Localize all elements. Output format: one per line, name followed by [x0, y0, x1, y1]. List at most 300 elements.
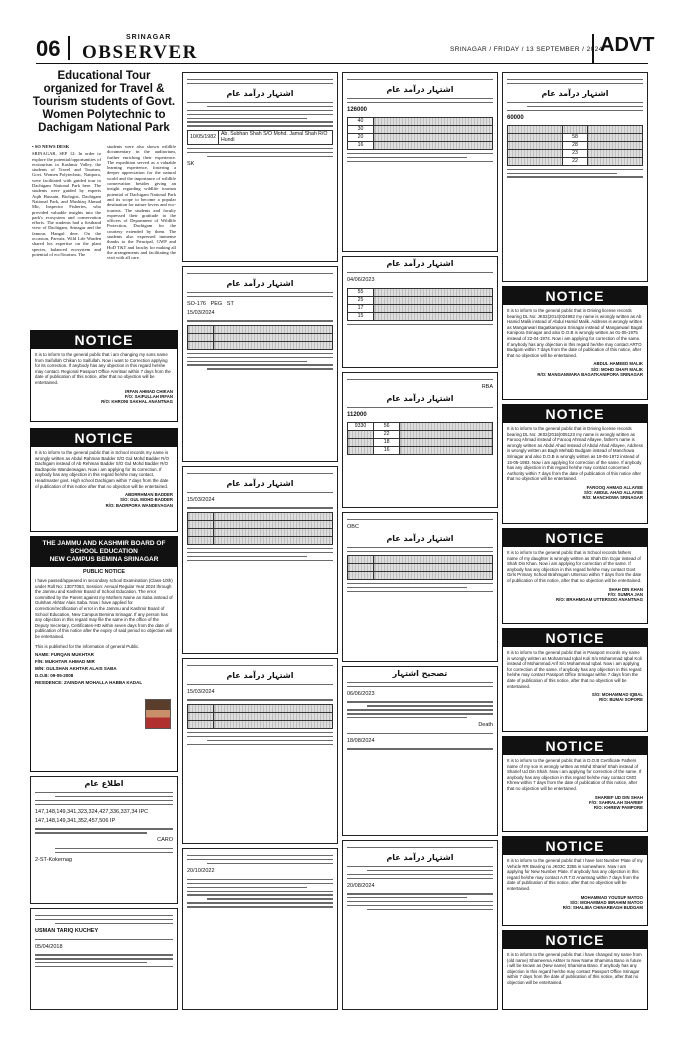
signature-line: SHAH DIN KHAN — [608, 586, 643, 592]
urdu-heading: اطلاع عام — [84, 779, 124, 788]
table-cell — [508, 149, 563, 157]
text-line — [347, 733, 493, 734]
notice-right-7 — [502, 930, 648, 1010]
table-cell — [214, 528, 333, 536]
signature-line: F/O: SAIFULLAH IRFAN — [124, 393, 173, 399]
table-cell — [188, 325, 214, 333]
table-cell: 18 — [374, 438, 400, 446]
text-line — [35, 832, 147, 833]
table-cell — [214, 704, 333, 712]
notice-left-2 — [30, 428, 178, 532]
text-line — [187, 665, 333, 666]
table-cell — [508, 125, 563, 133]
table-cell: 15 — [348, 312, 374, 320]
table-cell — [374, 288, 493, 296]
signature-line: S/O: GUL MOHD BADDER — [120, 497, 173, 503]
signature-line: S/O: MOHAMMAD IBRAHIM MATOO — [570, 899, 643, 905]
notice-body: It is to inform to the general public that in Passport records my name is wrongly written as Mohammad Iqbal Koli S/o Mohammad Iqbal Koli instead of Mohammad Arif S/o Mohammad Iqbal. Now i am applying for correction of the same. If anybody has any objection in this regard he/she may contact Passport Office Srinagar within 7 days from the date of publication of this notice, after that no objection will be entertained. — [507, 650, 642, 689]
text-line — [347, 324, 493, 325]
field-residence: RESIDENCE: ZAINDAR MOHALLA HABBA KADAL — [35, 680, 143, 686]
urdu-notice-col3-4 — [342, 512, 498, 662]
story-headline: Educational Tour organized for Travel & Tourism students of Govt. Women Polytechnic to Dachigam National Park — [32, 70, 176, 134]
text-line — [187, 894, 333, 895]
text-line — [347, 901, 493, 902]
table-cell — [374, 141, 493, 149]
notice-signature — [503, 692, 647, 705]
urdu-notice-left-2 — [30, 908, 178, 1010]
masthead-divider — [68, 36, 70, 60]
text-line — [347, 583, 493, 584]
notice-title: NOTICE — [503, 287, 647, 305]
field-dob: D.O.B: 09-05-2008 — [35, 673, 74, 679]
khasra-line-2: 147,148,149,341,352,457,506 IP — [35, 817, 116, 824]
table-cell — [188, 333, 214, 341]
text-line — [507, 102, 643, 103]
table-cell — [214, 333, 333, 341]
table-cell — [214, 720, 333, 728]
text-line — [35, 958, 173, 959]
text-line — [187, 902, 333, 903]
text-line — [347, 587, 467, 588]
urdu-heading: اشتہار درآمد عام — [386, 84, 454, 94]
urdu-heading: اشتہار درآمد عام — [386, 852, 454, 862]
text-line — [347, 379, 493, 380]
signature-line: R/O: BADRPORA WANDEVAGAN — [105, 502, 173, 508]
text-line — [347, 893, 493, 894]
notice-body: It is to inform to the general public that in D.O.B Certificate Fathers name of my son is wrongly written as Mohd Sharief Shah instead of Sharief Ud Din Shah. Now i am applying for correction of the same. If anybody has any objection in this regard he/she may contact CMO Khrew within 7 days from the date of publication of this notice, after that no objection will be entertained. — [507, 758, 642, 791]
text-line — [207, 368, 333, 369]
text-line — [207, 156, 333, 157]
text-line — [187, 879, 333, 880]
table-cell — [188, 712, 214, 720]
urdu-notice-col2-4 — [182, 658, 338, 844]
urdu-notice-col3-5 — [342, 666, 498, 836]
notice-title: NOTICE — [503, 405, 647, 423]
board-title — [31, 537, 177, 567]
date-label: 18/08/2024 — [347, 737, 375, 744]
table-cell — [587, 125, 642, 133]
urdu-notice-col2-5 — [182, 848, 338, 1010]
text-line — [187, 83, 333, 84]
table-cell: 23 — [563, 149, 587, 157]
table-cell — [348, 555, 374, 563]
notice-title: NOTICE — [31, 331, 177, 349]
table-cell: 17 — [348, 304, 374, 312]
text-line — [507, 169, 643, 170]
notice-signature — [503, 485, 647, 504]
notice-body: It is to inform to the general public that i am changing my sons name from Saifullah Chikan to Saifullah. Now i want to Correction applying for its correction. If anybody has any objection in this regard he/she may contact. Regional Passport Office Amritsar within 7 days from the date of publication of this notice, after that no objection will be entertained. — [35, 352, 171, 385]
notice-title: NOTICE — [31, 429, 177, 447]
text-line — [507, 83, 643, 84]
text-line — [347, 102, 493, 103]
text-line — [347, 878, 493, 879]
table-cell — [214, 341, 333, 349]
text-line — [35, 939, 173, 940]
text-line — [207, 106, 333, 107]
urdu-heading: اشتہار درآمد عام — [386, 533, 454, 543]
page-number: 06 — [36, 36, 61, 61]
text-line — [187, 121, 333, 122]
text-line — [347, 874, 493, 875]
amount-label: 126000 — [347, 106, 368, 113]
table-cell: 40 — [348, 117, 374, 125]
table-cell — [374, 296, 493, 304]
notice-right-2 — [502, 404, 648, 524]
table-cell — [188, 704, 214, 712]
amount-label: 112000 — [347, 411, 367, 418]
text-line — [35, 804, 173, 805]
sk-label: SK — [187, 161, 195, 167]
text-line — [347, 79, 493, 80]
board-campus: NEW CAMPUS BEMINA SRINAGAR — [49, 556, 159, 563]
table-cell: 16 — [348, 141, 374, 149]
field-name: NAME: FURQAN MUKHTAR — [35, 652, 94, 658]
date-label: 15/03/2024 — [187, 496, 215, 503]
text-line — [347, 686, 493, 687]
family-table — [347, 422, 493, 455]
brand-logo: OBSERVER — [82, 42, 198, 63]
table-cell — [374, 555, 493, 563]
text-line — [187, 110, 333, 111]
notice-left-1 — [30, 330, 178, 422]
text-line — [367, 870, 493, 871]
signature-line: F/O: SUMRA JAN — [607, 591, 643, 597]
notice-signature — [503, 795, 647, 814]
dateline: SRINAGAR / FRIDAY / 13 SEPTEMBER / 2024 — [450, 46, 603, 53]
table-cell: 22 — [374, 430, 400, 438]
board-public-notice — [30, 536, 178, 772]
notice-right-5 — [502, 736, 648, 832]
notice-signature — [31, 492, 177, 511]
family-table — [347, 555, 493, 580]
notice-right-3 — [502, 528, 648, 624]
amount-label: 60000 — [507, 114, 524, 121]
brand-top: SRINAGAR — [126, 34, 172, 41]
text-line — [187, 292, 333, 293]
text-line — [187, 353, 333, 354]
text-line — [187, 906, 333, 907]
signature-line: R/O: BRAHMGAM UTTERSOO ANANTNAG — [556, 596, 643, 602]
notice-title: NOTICE — [503, 737, 647, 755]
news-story — [32, 70, 176, 261]
signature-line: S/O: MOHD SHAFI MALIK — [590, 366, 643, 372]
text-line — [187, 102, 333, 103]
text-line — [347, 713, 493, 714]
signature-line: MOHAMMAD YOUSUF MATOO — [580, 894, 643, 900]
table-cell — [214, 520, 333, 528]
text-line — [187, 357, 333, 358]
usman-name: USMAN TARIQ KUCHEY — [35, 927, 99, 934]
text-line — [347, 748, 493, 749]
table-cell — [188, 536, 214, 544]
signature-line: IRFAN AHMAD CHIKAN — [125, 388, 173, 394]
urdu-notice-col2-2 — [182, 266, 338, 462]
field-mother: M/N: GULSHAN AKHTAR ALAIS SABA — [35, 666, 117, 672]
table-cell — [188, 720, 214, 728]
story-text-2: students were also shown wildlife documentary in the auditorium, further enriching their experience. The expedition served as a valuable learning experience, fostering a deeper appreciation for the natural world and the importance of wildlife conservation besides giving an insight regarding wildlife tourism potential of Dachigam National Park and its scope to become a popular destination for nature lovers and eco-tourists. The students and faculty expressed their gratitude to the officers of Department of Wildlife Protection, Dachigam for the courtesy extended by them. The students also expressed immense thanks to the Principal, GWP and HoD T&T and faculty for making all the arrangements and facilitating the visit with all care. — [107, 144, 176, 261]
signature-line: R/O: KHRONI SAKHAL ANANTNAG — [101, 398, 173, 404]
caro-label: CARO — [157, 837, 173, 844]
text-line — [347, 157, 467, 158]
table-cell — [188, 512, 214, 520]
board-subtitle: PUBLIC NOTICE — [83, 569, 125, 575]
text-line — [35, 966, 173, 967]
signature-line: R/O: MANGANWARA BAGATKANIPORA SRINAGAR — [537, 371, 643, 377]
text-line — [35, 919, 173, 920]
text-line — [347, 161, 493, 162]
text-line — [187, 887, 307, 888]
text-line — [35, 792, 173, 793]
field-father: F/N: MUKHTAR AHMAD MIR — [35, 659, 95, 665]
text-line — [187, 736, 333, 737]
urdu-heading: اشتہار درآمد عام — [386, 259, 454, 268]
khasra-line: 147,148,149,341,323,324,427,336,337,34 IPC — [35, 808, 149, 815]
table-cell: 25 — [348, 296, 374, 304]
urdu-notice-col3-1 — [342, 72, 498, 252]
table-cell — [374, 304, 493, 312]
date-label: 20/10/2022 — [187, 867, 215, 874]
notice-signature — [503, 895, 647, 914]
notice-body: It is to inform to the general public that I have lost Number Plate of my Vehicle RR Bearing no JK03C 3356 in somewhere. Now I am applying for New Number Plate. If anybody has any objection in this regard he/she may contact A.R.T.O Anantnag within 7 days from the date of publication of this notice, after that no objection will be entertained. — [507, 858, 643, 891]
date-label: 15/03/2024 — [187, 309, 215, 316]
text-line — [347, 682, 493, 683]
applicant-table — [187, 130, 333, 145]
table-cell — [587, 157, 642, 165]
text-line — [347, 98, 493, 99]
table-cell: 58 — [563, 133, 587, 141]
family-table — [187, 512, 333, 545]
notice-signature — [31, 389, 177, 408]
urdu-heading: اشتہار درآمد عام — [226, 278, 294, 288]
urdu-heading: تصحیح اشتہار — [392, 669, 448, 678]
table-cell: 22 — [563, 157, 587, 165]
text-line — [35, 915, 173, 916]
text-line — [187, 699, 333, 700]
table-cell — [508, 133, 563, 141]
urdu-notice-col3-3 — [342, 372, 498, 508]
text-line — [347, 547, 493, 548]
story-byline: • SO NEWS DESK — [32, 144, 70, 149]
table-cell — [348, 571, 374, 579]
family-table — [347, 117, 493, 150]
table-cell — [188, 520, 214, 528]
table-cell — [374, 571, 493, 579]
urdu-notice-col2-1 — [182, 72, 338, 262]
text-line — [55, 923, 173, 924]
text-line — [187, 118, 307, 119]
text-line — [187, 152, 333, 153]
text-line — [347, 272, 493, 273]
text-line — [187, 891, 333, 892]
date-label: 20/08/2024 — [347, 882, 375, 889]
table-cell — [374, 563, 493, 571]
table-cell: Ab. Subhan Shah S/O Mohd. Jamal Shah R/O Hundi — [218, 130, 332, 144]
notice-right-6 — [502, 836, 648, 926]
family-table — [187, 325, 333, 350]
signature-line: R/O: SHALIBA CHINARBAGH BUDGAM — [562, 904, 643, 910]
notice-title: NOTICE — [503, 931, 647, 949]
text-line — [507, 79, 643, 80]
text-line — [187, 859, 333, 860]
notice-body: It is to inform to the general public that i have changed my name from (old name) Shameema Akhter to New Name Shamima Bano in future i will be known as (New name) Shamima Bano. If anybody has any objection in this regard he/she may contact Passport Office Srinagar within 7 days from the date of publication of this notice, after that no objection will be entertained. — [507, 952, 642, 985]
text-line — [187, 296, 333, 297]
text-line — [347, 591, 493, 592]
urdu-heading: اشتہار درآمد عام — [226, 478, 294, 488]
story-text-1: SRINAGAR, SEP 12: In order to explore the potential/opportunities of ecotourism in Kashmir Valley, the students of Travel and Tourism, Govt. Women Polytechnic, Natipora, were facilitated with guided tour to Dachigam National Park here. The students were guided by experts Aqib Hussain, Biologist, Dachigam National Park, and Mushtaq Ahmad Mir, Inspector Fisheries, who provided valuable insights into the park's ecosystem and conservation efforts. The students had a firsthand view of Dachigam, Srinagar and the famous Hangul deer. On the occasion, Parvaiz, Wild Life Warden shared his expertise on the plant species, balanced ecosystem and potential of ecoTourism. The — [32, 151, 101, 257]
notice-right-4 — [502, 628, 648, 732]
text-line — [187, 114, 333, 115]
table-cell — [374, 133, 493, 141]
board-body: I have passed/appeared in secondary school Examination (Class-10th) under Roll No: 13077063, Session: Annual Regular Year 2024 through the Jammu and Kashmir Board of School Education. The error committed by the Parent against my Mothers Name as Saba instead of Gulshan Akhtar Alais Saba. Now i have applied for correction/rectification of error in the Jammu and Kashmir Board of School Education, New Campus Bemina Srinagar. If any person has any objection in this regard may file the same in the office of the Deputy Secretary, Certificates-HD within seven days from the date of publication of this notice after the expiry of said period no objection will be entertained. — [35, 578, 173, 639]
text-line — [187, 273, 333, 274]
table-cell — [214, 512, 333, 520]
table-cell: 10/05/1982 — [188, 130, 219, 144]
table-cell — [400, 430, 493, 438]
signature-line: SHARIEF UD DIN SHAH — [594, 794, 643, 800]
text-line — [187, 560, 333, 561]
text-line — [507, 110, 643, 111]
text-line — [527, 106, 643, 107]
text-line — [187, 684, 333, 685]
board-footer: This is published for the information of general Public. — [35, 643, 140, 649]
urdu-heading: اشتہار درآمد عام — [541, 88, 609, 98]
signature-line: S/O: ABDUL AHAD ALLAYEE — [584, 490, 643, 496]
text-line — [187, 883, 333, 884]
text-line — [207, 898, 333, 899]
table-cell — [400, 446, 493, 454]
text-line — [35, 962, 147, 963]
text-line — [347, 551, 493, 552]
family-table — [187, 704, 333, 729]
text-line — [347, 709, 493, 710]
notice-right-1 — [502, 286, 648, 400]
notice-body: It is to inform to the general public that in Driving license records bearing DL No: JK02(2016)005123 my name is wrongly written as Farooq Ahmad instead of Farooq Ahmad Allayee, father's name is wrongly written as Abdul Ahad instead of Abdul Ahad Allayee, Address is wrongly written as Bagh Mehtab Budgam instead of Manchowa Srinagar and also D.O.B is wrongly written as 19-06-1972 instead of 15-05-1983. Now i am applying for correction of the same. If anybody has any objection in this regard he/she may contact concerned Authority within 7 days from the date of publication of this notice after that no objection will be entertained. — [507, 426, 643, 482]
table-cell: 55 — [348, 288, 374, 296]
urdu-notice-col3-2 — [342, 256, 498, 368]
text-line — [347, 847, 493, 848]
text-line — [347, 701, 493, 702]
table-cell — [348, 563, 374, 571]
text-line — [187, 552, 333, 553]
table-cell — [188, 341, 214, 349]
text-line — [347, 866, 493, 867]
table-cell — [563, 125, 587, 133]
text-line — [367, 705, 493, 706]
notice-signature — [503, 587, 647, 606]
text-line — [507, 173, 617, 174]
table-cell — [188, 528, 214, 536]
table-cell: 20 — [348, 133, 374, 141]
signature-line: S/O: MOHAMMAD IQBAL — [591, 692, 643, 698]
date-label: 06/06/2023 — [347, 690, 375, 697]
table-cell: 28 — [563, 141, 587, 149]
text-line — [347, 897, 467, 898]
text-line — [187, 556, 307, 557]
text-line — [347, 153, 493, 154]
signature-line: R/O: KHREW PAMPORE — [593, 804, 643, 810]
table-cell — [214, 712, 333, 720]
table-cell: 56 — [374, 422, 400, 430]
date-label: 04/06/2023 — [347, 276, 375, 283]
signature-line: R/O: BUMAI SOPORE — [599, 697, 643, 703]
family-table — [347, 288, 493, 321]
table-cell — [348, 438, 374, 446]
text-line — [35, 828, 173, 829]
kokernag-label: 2-ST-Kokernag — [35, 856, 72, 863]
table-cell — [214, 325, 333, 333]
text-line — [207, 740, 333, 741]
table-cell — [587, 133, 642, 141]
ref-so: SO-176 — [187, 300, 206, 307]
table-cell — [348, 430, 374, 438]
urdu-heading: اشتہار درآمد عام — [226, 88, 294, 98]
table-cell — [400, 438, 493, 446]
text-line — [187, 855, 333, 856]
notice-body: It is to inform to the general public that in School records my name is wrongly written as Abdul Rahman Badder S/O Gul Mohd Badder R/O Dachigam instead of Ab Rehman Badder S/O Gul Mohd Badder R/O Badraporie Wanderwagan. Now i am applying for its correction. If anybody has any objection in this regard he/she may contact, Headmaster govt. High school Dachigam within 7 days from the date of publication of this notice after that no objection will be entertained. — [35, 450, 169, 489]
table-cell — [374, 125, 493, 133]
section-label: ADVT — [592, 34, 648, 64]
table-cell: 9330 — [348, 422, 374, 430]
text-line — [35, 800, 173, 801]
table-cell: 16 — [374, 446, 400, 454]
ref-line — [183, 300, 337, 309]
text-line — [187, 492, 333, 493]
text-line — [347, 519, 493, 520]
board-name: THE JAMMU AND KASHMIR BOARD OF SCHOOL EDUCATION — [42, 540, 166, 555]
text-line — [187, 79, 333, 80]
board-fields — [31, 651, 177, 686]
text-line — [187, 148, 333, 149]
notice-title: NOTICE — [503, 629, 647, 647]
text-line — [187, 732, 333, 733]
text-line — [187, 320, 333, 321]
death-label: Death — [478, 722, 493, 729]
urdu-notice-left-1 — [30, 776, 178, 904]
notice-body: It is to inform to the general public that in Driving license records bearing DL No: JK02(2014)024982 my name is wrongly written as Ab Hamid Malik instead of Abdul Hamid Malik. Address is wrongly written as Manganwari Bagatkanipora Srinagar instead of Manganwari Bagat Kanipora Srinagar and also D.O.B is wrongly written as 01-05-1975 instead of 22-04-1974. Now i am applying for correction of the same. If anybody has any objection in this regard he/she may contact ARTO Budgam within 7 days from the date of publication of this notice, after that no objection will be entertained. — [507, 308, 643, 358]
urdu-notice-col4-1 — [502, 72, 648, 282]
text-line — [187, 473, 333, 474]
text-line — [187, 125, 333, 126]
urdu-heading: اشتہار درآمد عام — [226, 670, 294, 680]
obc-label: OBC — [347, 523, 359, 530]
masthead — [36, 34, 655, 64]
text-line — [187, 364, 333, 365]
family-table — [507, 125, 643, 166]
table-cell — [587, 149, 642, 157]
text-line — [347, 717, 467, 718]
text-line — [55, 852, 173, 853]
table-cell — [214, 536, 333, 544]
text-line — [55, 848, 173, 849]
text-line — [55, 796, 173, 797]
text-line — [367, 909, 493, 910]
text-line — [347, 407, 493, 408]
text-line — [187, 744, 333, 745]
text-line — [35, 954, 173, 955]
date-label: 15/03/2024 — [187, 688, 215, 695]
urdu-notice-col2-3 — [182, 466, 338, 654]
date-label: 05/04/2018 — [35, 943, 63, 950]
signature-line: ABDUL HAMEED MALIK — [593, 361, 643, 367]
ref-st: ST — [226, 300, 234, 307]
applicant-photo — [145, 699, 171, 729]
signature-line: F/O: SAHRALAH SHARIEF — [589, 799, 643, 805]
urdu-notice-col3-6 — [342, 840, 498, 1010]
table-cell — [348, 446, 374, 454]
notice-title: NOTICE — [503, 529, 647, 547]
text-line — [187, 548, 333, 549]
text-line — [187, 507, 333, 508]
